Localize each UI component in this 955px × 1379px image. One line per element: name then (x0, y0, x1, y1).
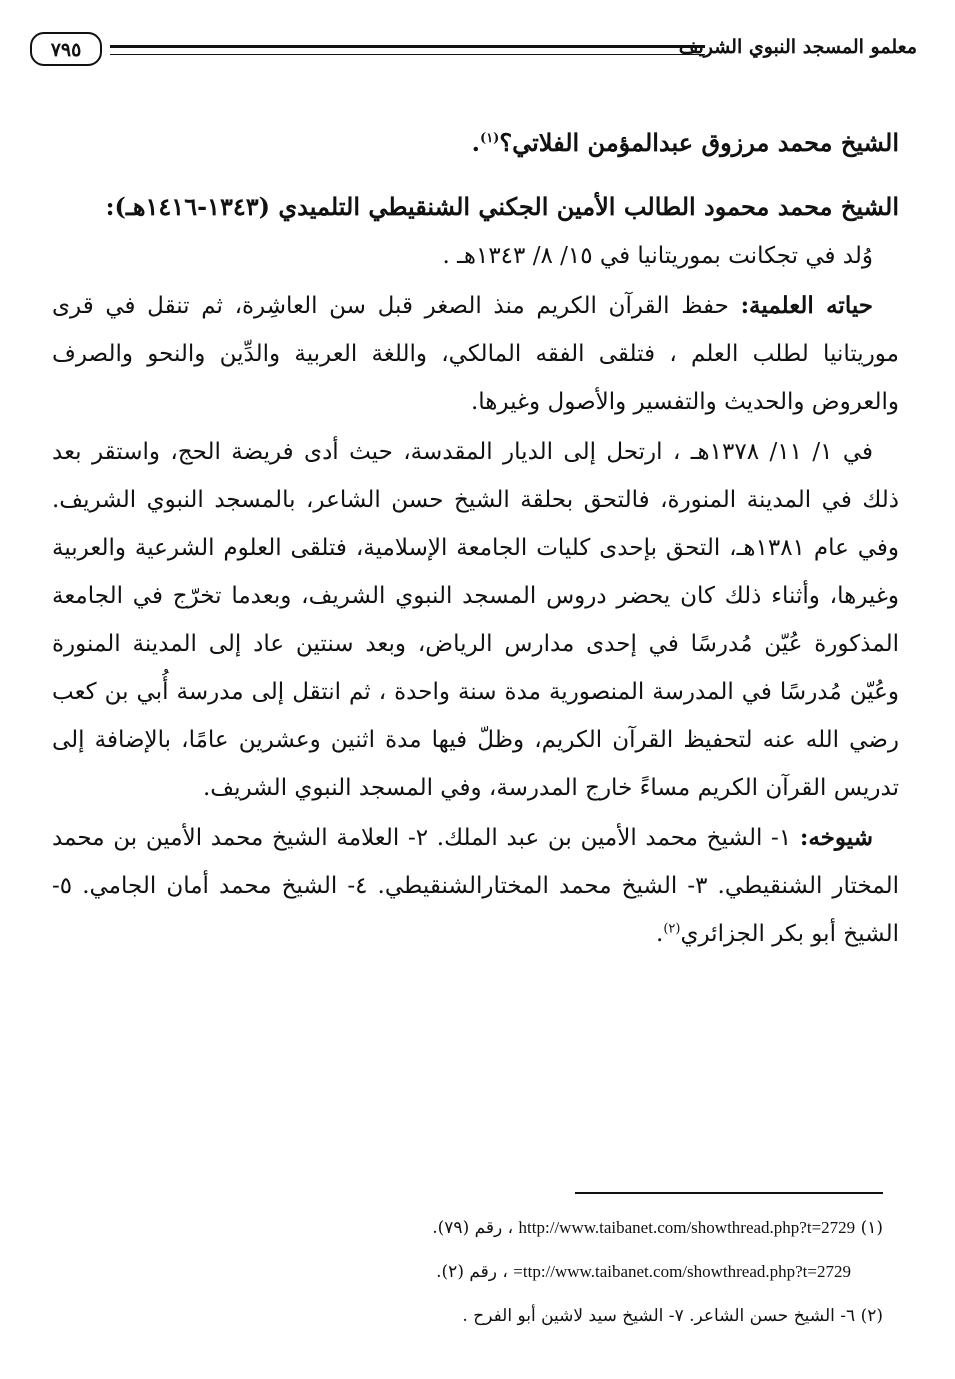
footnote-1-rest: ، رقم (٧٩). (432, 1218, 519, 1238)
footnote-1b-rest: ، رقم (٢). (436, 1262, 514, 1282)
footnotes (60, 1206, 883, 1338)
teachers-text: ١- الشيخ محمد الأمين بن عبد الملك. ٢- العلامة الشيخ محمد الأمين بن محمد المختار الشنقيطي. ٣- الشيخ محمد المختارالشنقيطي. ٤- الشيخ محمد أمان الجامي. ٥- الشيخ أبو بكر الجزائري (52, 825, 900, 947)
footnote-1b-link[interactable]: =ttp://www.taibanet.com/showthread.php?t=2729 (513, 1262, 851, 1281)
header-rule (110, 45, 705, 55)
scholarly-life-label: حياته العلمية: (740, 292, 873, 319)
footnote-1-number: (١) (860, 1218, 883, 1238)
footnote-ref-2[interactable]: (٢) (663, 921, 681, 937)
scholarly-life-paragraph (52, 282, 899, 426)
journey-paragraph: في ١/ ١١/ ١٣٧٨هـ ، ارتحل إلى الديار المقدسة، حيث أدى فريضة الحج، واستقر بعد ذلك في المدينة المنورة، فالتحق بحلقة الشيخ حسن الشاعر، بالمسجد النبوي الشريف. وفي عام ١٣٨١هـ، التحق بإحدى كليات الجامعة الإسلامية، فتلقى العلوم الشرعية والعربية وغيرها، وأثناء ذلك كان يحضر دروس المسجد النبوي الشريف، وبعدما تخرّج في الجامعة المذكورة عُيّن مُدرسًا في إحدى مدارس الرياض، وبعد سنتين عاد إلى المدينة المنورة وعُيّن مُدرسًا في المدرسة المنصورية مدة سنة واحدة ، ثم انتقل إلى مدرسة أُبي بن كعب رضي الله عنه لتحفيظ القرآن الكريم، وظلّ فيها مدة اثنين وعشرين عامًا، بالإضافة إلى تدريس القرآن الكريم مساءً خارج المدرسة، وفي المسجد النبوي الشريف. (52, 439, 899, 801)
heading-text: الشيخ محمد مرزوق عبدالمؤمن الفلاتي؟ (499, 128, 899, 157)
footnote-1 (60, 1206, 883, 1250)
heading-end: . (471, 128, 481, 157)
biography-heading-talmidi: الشيخ محمد محمود الطالب الأمين الجكني الشنقيطي التلميدي (١٣٤٣-١٤١٦هـ): (105, 192, 899, 221)
birth-paragraph: وُلد في تجكانت بموريتانيا في ١٥/ ٨/ ١٣٤٣هـ . (442, 243, 873, 269)
main-text (52, 118, 899, 958)
footnote-2 (60, 1294, 883, 1338)
footnote-1-link[interactable]: http://www.taibanet.com/showthread.php?t=2729 (518, 1218, 856, 1237)
page-number: ٧٩٥ (30, 32, 102, 66)
footnote-2-number: (٢) (860, 1306, 883, 1326)
footnote-1-continued (60, 1250, 883, 1294)
page-header (28, 32, 927, 76)
footnote-ref-1[interactable]: (١) (480, 131, 500, 146)
footnote-2-text: ٦- الشيخ حسن الشاعر. ٧- الشيخ سيد لاشين أبو الفرح . (462, 1306, 861, 1326)
running-title: معلمو المسجد النبوي الشريف (678, 36, 917, 58)
scholarly-life-text: حفظ القرآن الكريم منذ الصغر قبل سن العاشِرة، ثم تنقل في قرى موريتانيا لطلب العلم ، فتلقى الفقه المالكي، واللغة العربية والدِّين والنحو والصرف والعروض والحديث والتفسير والأصول وغيرها. (52, 293, 899, 415)
teachers-end: . (656, 921, 664, 947)
biography-heading-falati (52, 118, 899, 168)
teachers-label: شيوخه: (799, 824, 873, 851)
teachers-paragraph (52, 814, 899, 958)
footnote-separator (575, 1192, 883, 1194)
